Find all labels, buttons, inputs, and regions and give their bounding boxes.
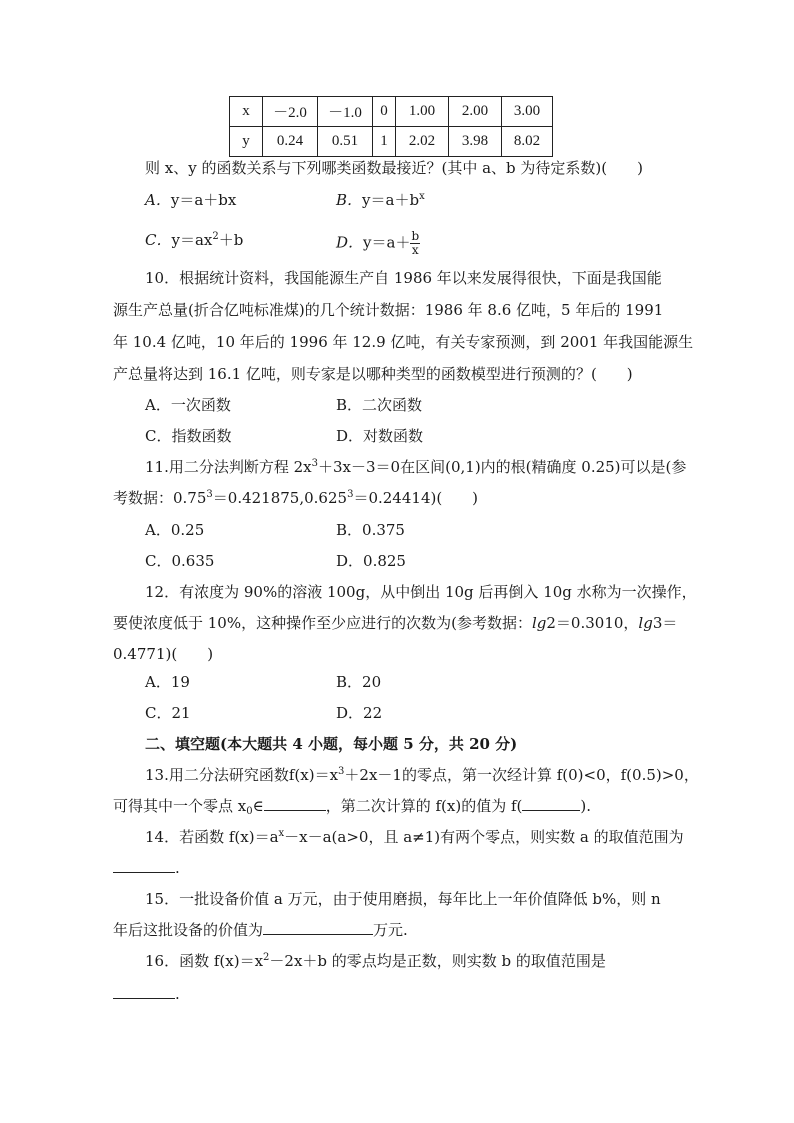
q11-line-2 xyxy=(113,488,478,508)
q12-option-b: B．20 xyxy=(336,673,382,691)
exponent: x xyxy=(278,828,285,839)
answer-blank[interactable] xyxy=(264,796,326,811)
text-span: －x－a(a>0，且 a≠1)有两个零点，则实数 a 的取值范围为 xyxy=(284,828,684,846)
text-span: 可得其中一个零点 x xyxy=(113,797,247,815)
table-cell: 1 xyxy=(373,127,396,157)
text-span: lg xyxy=(638,614,653,632)
exponent: 2 xyxy=(263,952,270,963)
q11-option-d: D．0.825 xyxy=(336,552,406,570)
q10-line-2: 源生产总量(折合亿吨标准煤)的几个统计数据：1986 年 8.6 亿吨，5 年后的 1991 xyxy=(113,301,664,319)
q11-option-c: C．0.635 xyxy=(145,552,215,570)
text-span: ＋2x－1的零点，第一次经计算 f(0)<0，f(0.5)>0， xyxy=(344,766,699,784)
answer-blank[interactable] xyxy=(113,984,175,999)
text-span: 万元. xyxy=(373,921,408,939)
text-span: 要使浓度低于 10%，这种操作至少应进行的次数为(参考数据： xyxy=(113,614,532,632)
section-heading xyxy=(145,734,517,754)
option-label: C． xyxy=(145,231,172,249)
text-span: . xyxy=(175,859,180,877)
table-cell: x xyxy=(230,97,263,127)
table-cell: 0 xyxy=(373,97,396,127)
option-label: D． xyxy=(336,233,364,252)
q10-option-a: A．一次函数 xyxy=(145,396,231,414)
option-text: y＝ax xyxy=(171,231,213,249)
exponent: 3 xyxy=(347,489,354,500)
text-span: 16．函数 f(x)＝x xyxy=(145,952,264,970)
subscript: 0 xyxy=(246,806,253,817)
text-span: －2x＋b 的零点均是正数，则实数 b 的取值范围是 xyxy=(269,952,606,970)
text-span: ＝0.24414)( ) xyxy=(353,489,479,507)
exponent: 3 xyxy=(206,489,213,500)
table-cell: 8.02 xyxy=(502,127,553,157)
table-cell: 0.51 xyxy=(318,127,373,157)
exponent: x xyxy=(419,191,425,202)
q9-stem: 则 x、y 的函数关系与下列哪类函数最接近？(其中 a、b 为待定系数)( ) xyxy=(145,159,643,177)
answer-blank[interactable] xyxy=(263,920,373,935)
q16-line-1 xyxy=(145,951,606,971)
q13-line-1 xyxy=(145,765,699,785)
section-heading-text: 二、填空题(本大题共 4 小题，每小题 5 分，共 20 分) xyxy=(145,735,518,753)
text-span: 考数据：0.75 xyxy=(113,489,207,507)
text-span: 2＝0.3010， xyxy=(546,614,639,632)
q10-option-c: C．指数函数 xyxy=(145,427,232,445)
q12-option-c: C．21 xyxy=(145,704,191,722)
text-span: . xyxy=(175,985,180,1003)
text-span: ). xyxy=(580,797,592,815)
option-label: A． xyxy=(145,191,171,209)
option-text: y＝a＋bx xyxy=(170,191,237,209)
table-cell: 3.00 xyxy=(502,97,553,127)
q10-option-b: B．二次函数 xyxy=(336,396,423,414)
text-span: 14．若函数 f(x)＝a xyxy=(145,828,279,846)
text-span: 11.用二分法判断方程 2x xyxy=(145,458,312,476)
text-span: lg xyxy=(531,614,547,632)
table-row xyxy=(230,97,553,127)
option-text: y＝a＋b xyxy=(362,191,420,209)
q10-line-1: 10．根据统计资料，我国能源生产自 1986 年以来发展得很快，下面是我国能 xyxy=(145,269,662,287)
answer-blank[interactable] xyxy=(522,796,580,811)
table-cell: 0.24 xyxy=(263,127,318,157)
table-cell: 2.02 xyxy=(396,127,449,157)
q11-line-1 xyxy=(145,457,686,477)
q12-line-1: 12．有浓度为 90%的溶液 100g，从中倒出 10g 后再倒入 10g 水称为一次操作， xyxy=(145,583,697,601)
option-text-tail: ＋b xyxy=(218,231,244,249)
fraction-denominator: x xyxy=(411,243,419,257)
table-row xyxy=(230,127,553,157)
text-span: ＋3x－3＝0在区间(0,1)内的根(精确度 0.25)可以是(参 xyxy=(318,458,687,476)
q11-option-b: B．0.375 xyxy=(336,521,405,539)
xy-data-table xyxy=(229,96,553,157)
text-span: 3＝ xyxy=(652,614,678,632)
q9-option-c xyxy=(145,230,243,250)
table-cell: 1.00 xyxy=(396,97,449,127)
text-span: 13.用二分法研究函数f(x)＝x xyxy=(145,766,339,784)
text-span: ，第二次计算的 f(x)的值为 f( xyxy=(325,797,523,815)
q14-line-1 xyxy=(145,827,684,847)
option-label: B． xyxy=(336,191,363,209)
q9-option-d xyxy=(336,230,420,257)
fraction xyxy=(410,230,420,257)
text-span: ∈ xyxy=(252,797,264,815)
q9-option-b xyxy=(336,190,425,210)
q10-line-4: 产总量将达到 16.1 亿吨，则专家是以哪种类型的函数模型进行预测的？( ) xyxy=(113,365,633,383)
q12-option-d: D．22 xyxy=(336,704,383,722)
exponent: 3 xyxy=(311,458,319,469)
answer-blank[interactable] xyxy=(113,858,175,873)
q14-line-2 xyxy=(113,858,180,878)
table-cell: 3.98 xyxy=(449,127,502,157)
q12-option-a: A．19 xyxy=(145,673,190,691)
exponent: 2 xyxy=(212,231,219,242)
exponent: 3 xyxy=(338,766,345,777)
q16-line-2 xyxy=(113,984,180,1004)
q9-option-a xyxy=(145,190,236,210)
q12-line-3: 0.4771)( ) xyxy=(113,645,214,663)
q11-option-a: A．0.25 xyxy=(145,521,205,539)
q15-line-2 xyxy=(113,920,408,940)
q13-line-2 xyxy=(113,796,591,816)
q10-line-3: 年 10.4 亿吨，10 年后的 1996 年 12.9 亿吨，有关专家预测，到 2001 年我国能源生 xyxy=(113,333,694,351)
text-span: ＝0.421875,0.625 xyxy=(212,489,348,507)
option-text: y＝a＋ xyxy=(363,233,411,252)
fraction-numerator: b xyxy=(411,229,420,243)
table-cell: －2.0 xyxy=(263,97,318,127)
text-span: 年后这批设备的价值为 xyxy=(113,921,264,939)
table-cell: 2.00 xyxy=(449,97,502,127)
table-cell: y xyxy=(230,127,263,157)
q10-option-d: D．对数函数 xyxy=(336,427,424,445)
q12-line-2 xyxy=(113,613,677,633)
q15-line-1: 15．一批设备价值 a 万元，由于使用磨损，每年比上一年价值降低 b%，则 n xyxy=(145,890,661,908)
table-cell: －1.0 xyxy=(318,97,373,127)
